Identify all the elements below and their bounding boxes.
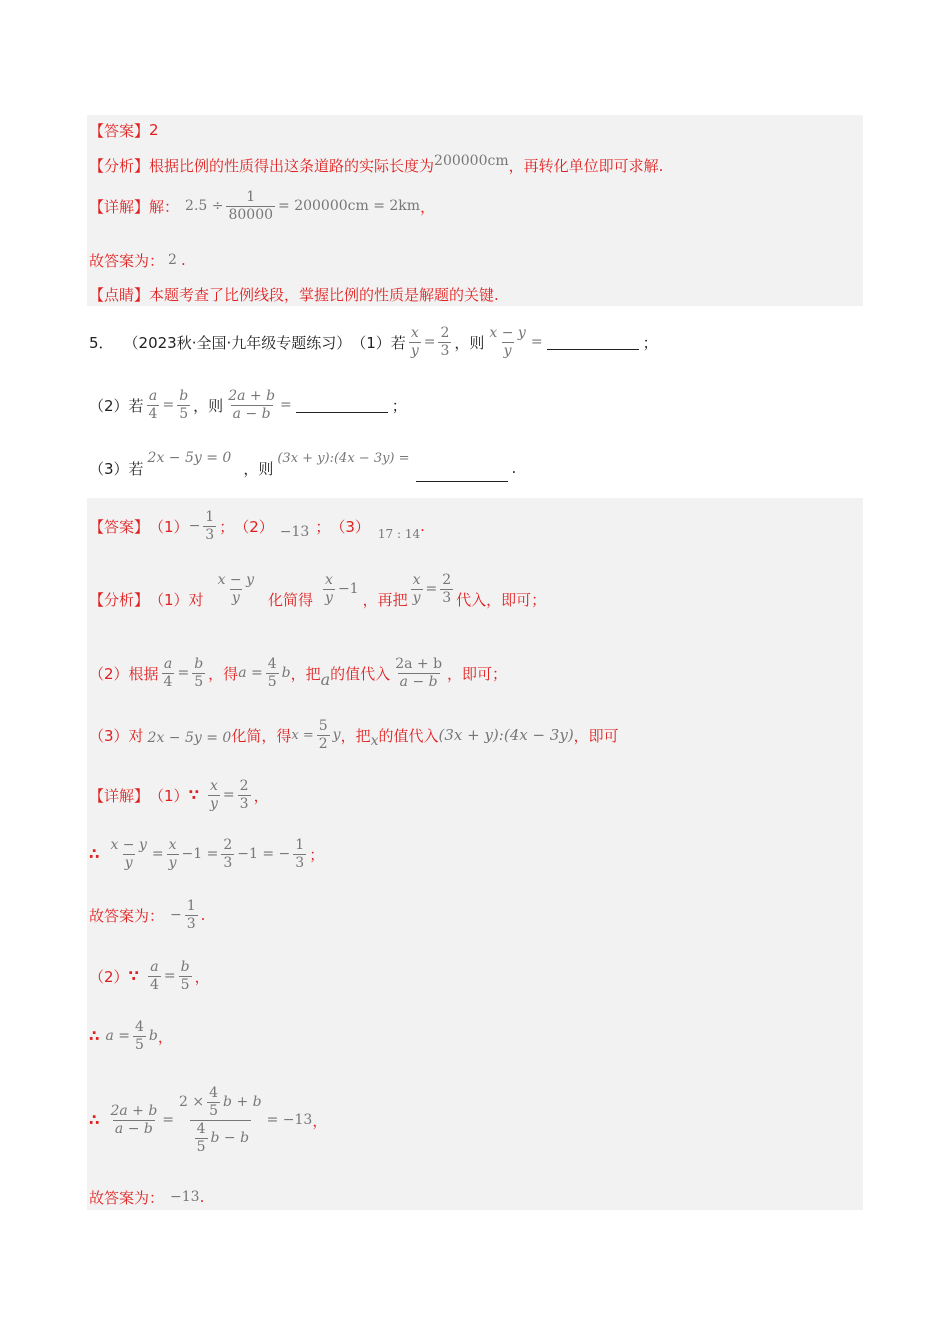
answer-blank-1[interactable] — [547, 335, 639, 350]
analysis-text: 根据比例的性质得出这条道路的实际长度为 — [149, 156, 435, 175]
analysis-text-end: ，再转化单位即可求解. — [508, 156, 664, 175]
part1-label: （1）若 — [351, 333, 406, 352]
part2-label: （2）若 — [89, 396, 144, 415]
a2-frac-2: $\frac{b}{5}$ — [194, 655, 204, 690]
answer-tag: 【答案】 — [89, 121, 150, 140]
a2-frac-1: $\frac{a}{4}$ — [163, 655, 173, 690]
d2-frac-1: $\frac{a}{4}$ — [149, 958, 159, 993]
answer-blank-3[interactable] — [416, 467, 508, 482]
q4-analysis-line — [89, 153, 663, 177]
detail-math-a: 2.5 ÷ — [185, 198, 224, 214]
sol5-detail-2: （2） ∵ $\frac{a}{4}$ = $\frac{b}{5}$ ， — [89, 958, 210, 993]
sol5-answer-line: 【答案】 （1） − $\frac{1}{3}$ ； （2） −13 ； （3） 17 : 14 . — [89, 508, 425, 543]
p2-b-frac: $\frac{b}{5}$ — [179, 387, 189, 422]
d1b-frac-1: $\frac{x - y}{y}$ — [110, 836, 147, 871]
q5-part1-line: 5． （2023秋·全国·九年级专题练习） （1）若 $\frac{x}{y}$ = $\frac{2}{3}$ ，则 $\frac{x - y}{y}$ = ； — [89, 324, 658, 359]
because-symbol: ∵ — [188, 786, 199, 804]
q4-answer-line — [89, 119, 159, 141]
d1b-frac-2: $\frac{x}{y}$ — [168, 836, 177, 871]
answer-tag: 【答案】 — [89, 517, 150, 536]
p1-expr-frac: $\frac{x - y}{y}$ — [489, 324, 526, 359]
sol5-conclusion-1: 故答案为： − $\frac{1}{3}$ . — [89, 897, 206, 932]
detail-fraction: $\frac{1}{80000}$ — [228, 188, 274, 223]
p2-a-frac: $\frac{a}{4}$ — [148, 387, 158, 422]
detail-comma: ， — [420, 197, 436, 216]
sol5-detail-1b: ∴ $\frac{x - y}{y}$ = $\frac{x}{y}$ −1 = $\frac{2}{3}$ −1 = − $\frac{1}{3}$ ； — [89, 836, 325, 871]
sol5-analysis-1: 【分析】 （1）对 $\frac{x - y}{y}$ 化简得 $\frac{x}{y}$ −1 ，再把 $\frac{x}{y}$ = $\frac{2}{3}$ 代入，即可； — [89, 571, 547, 609]
q5-part2-line: （2）若 $\frac{a}{4}$ = $\frac{b}{5}$ ，则 $\frac{2a + b}{a - b}$ = ； — [89, 387, 407, 422]
d2b-frac: $\frac{4}{5}$ — [134, 1018, 144, 1053]
answer-value: 2 — [149, 121, 159, 139]
a2-frac-4: $\frac{2a + b}{a - b}$ — [395, 655, 443, 690]
conclusion-end: . — [180, 251, 186, 269]
question-source: （2023秋·全国·九年级专题练习） — [123, 333, 352, 352]
q4-detail-line — [89, 185, 435, 227]
comment-text: 本题考查了比例线段，掌握比例的性质是解题的关键. — [149, 285, 499, 304]
d1-frac-2: $\frac{2}{3}$ — [239, 777, 249, 812]
answer-blank-2[interactable] — [296, 398, 388, 413]
a2-frac-3: $\frac{4}{5}$ — [267, 655, 277, 690]
d2c-bottom-frac: $\frac{4}{5}$ — [196, 1120, 206, 1155]
d2c-frac-left: $\frac{2a + b}{a - b}$ — [110, 1102, 158, 1137]
a1-frac-4: $\frac{2}{3}$ — [442, 571, 452, 606]
a1-frac-2: $\frac{x}{y}$ — [325, 571, 333, 606]
p1-right-frac: $\frac{2}{3}$ — [440, 324, 450, 359]
d1b-frac-4: $\frac{1}{3}$ — [295, 836, 305, 871]
comment-tag: 【点睛】 — [89, 285, 150, 304]
sol5-analysis-3: （3）对 2x − 5y = 0 化简，得 x = $\frac{5}{2}$ y ，把 x 的值代入 (3x + y):(4x − 3y) ，即可 — [89, 717, 619, 752]
d2c-top-frac: $\frac{4}{5}$ — [209, 1084, 219, 1119]
analysis-tag: 【分析】 — [89, 590, 150, 609]
sol5-detail-2c: ∴ $\frac{2a + b}{a - b}$ = 2 × $\frac{4}{5}$ b + b $\frac{4}{5}$ b − b = −13 ， — [89, 1084, 328, 1155]
q4-comment-line — [89, 283, 499, 305]
analysis-math: 200000cm — [434, 153, 509, 169]
detail-text: 解： — [149, 197, 180, 216]
sol5-detail-2b: ∴ a = $\frac{4}{5}$ b ， — [89, 1018, 173, 1053]
part3-label: （3）若 — [89, 459, 144, 478]
q4-conclusion-line — [89, 249, 186, 271]
detail-tag: 【详解】 — [89, 197, 150, 216]
q5-part3-line: （3）若 2x − 5y = 0 ，则 (3x + y):(4x − 3y) = . — [89, 440, 516, 480]
detail-math-b: = 200000cm = 2km — [278, 198, 421, 214]
a1-frac-3: $\frac{x}{y}$ — [412, 571, 421, 606]
sol5-detail-1: 【详解】 （1） ∵ $\frac{x}{y}$ = $\frac{2}{3}$ ， — [89, 777, 269, 812]
ans1-frac: $\frac{1}{3}$ — [205, 508, 215, 543]
therefore-symbol: ∴ — [89, 845, 100, 863]
sol5-conclusion-2: 故答案为： −13 . — [89, 1188, 205, 1207]
d1-frac-1: $\frac{x}{y}$ — [210, 777, 218, 812]
d2c-complex-frac: 2 × $\frac{4}{5}$ b + b $\frac{4}{5}$ b − b — [179, 1084, 262, 1155]
p1-left-frac: $\frac{x}{y}$ — [410, 324, 419, 359]
p2-expr-frac: $\frac{2a + b}{a - b}$ — [228, 387, 276, 422]
detail-tag: 【详解】 — [89, 786, 150, 805]
c1-frac: $\frac{1}{3}$ — [186, 897, 196, 932]
a1-frac-1: $\frac{x - y}{y}$ — [217, 571, 254, 606]
therefore-symbol: ∴ — [89, 1027, 100, 1045]
sol5-analysis-2: （2）根据 $\frac{a}{4}$ = $\frac{b}{5}$ ，得 a = $\frac{4}{5}$ b ，把 a 的值代入 $\frac{2a + b}{a - b}$ ，即可； — [89, 655, 508, 690]
therefore-symbol: ∴ — [89, 1111, 100, 1129]
d2-frac-2: $\frac{b}{5}$ — [180, 958, 190, 993]
analysis-tag: 【分析】 — [89, 156, 150, 175]
because-symbol: ∵ — [128, 967, 139, 985]
d1b-frac-3: $\frac{2}{3}$ — [223, 836, 233, 871]
conclusion-text: 故答案为： — [89, 251, 165, 270]
conclusion-value: 2 — [168, 252, 177, 268]
a3-frac: $\frac{5}{2}$ — [318, 717, 328, 752]
question-number: 5． — [89, 333, 114, 352]
